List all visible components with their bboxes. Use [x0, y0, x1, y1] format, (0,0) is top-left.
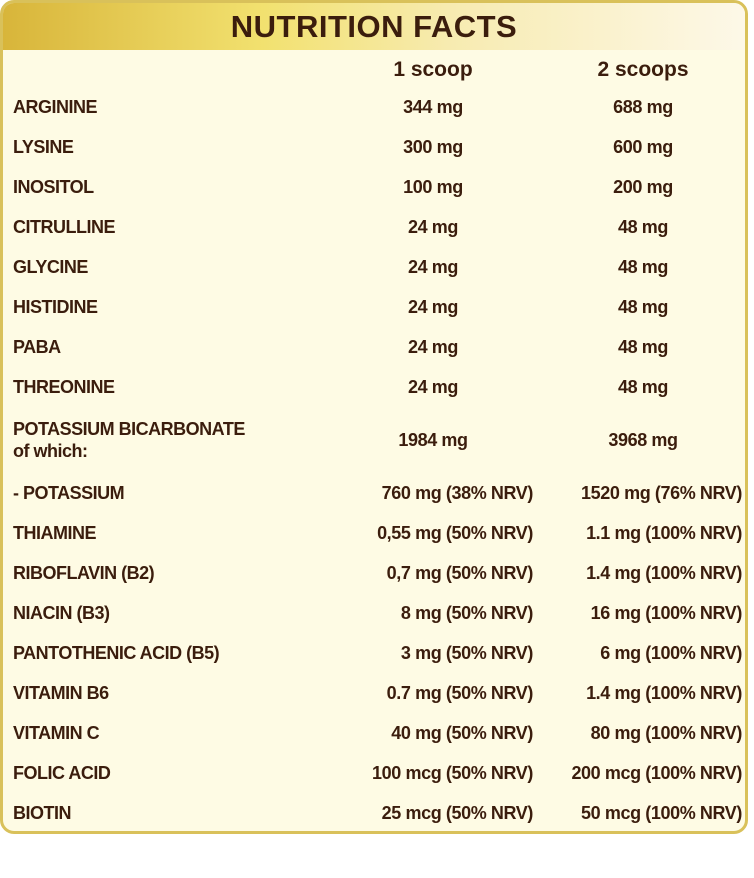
value-1-scoop: 3 mg (50% NRV)	[400, 642, 533, 663]
nutrient-name	[13, 722, 99, 744]
value-1-scoop: 25 mcg (50% NRV)	[381, 802, 533, 823]
nutrient-name-text: PANTOTHENIC ACID (B5)	[13, 643, 220, 663]
value-1-scoop: 100 mcg (50% NRV)	[372, 762, 533, 783]
nutrient-name	[13, 256, 88, 278]
nutrient-row	[3, 127, 745, 167]
nutrient-name	[13, 642, 219, 664]
nutrient-row	[3, 367, 745, 407]
nutrient-name-text: LYSINE	[13, 137, 74, 157]
nutrient-name-text: PABA	[13, 337, 61, 357]
nutrient-subtext: of which:	[13, 441, 88, 461]
nutrient-name-text: CITRULLINE	[13, 217, 115, 237]
value-2-scoops: 48 mg	[617, 336, 669, 357]
nutrient-name-text: THREONINE	[13, 377, 115, 397]
nutrient-row	[3, 87, 745, 127]
nutrient-row	[3, 207, 745, 247]
nutrient-name-text: NIACIN (B3)	[13, 603, 110, 623]
value-2-scoops: 48 mg	[617, 256, 669, 277]
column-header-2-scoops: 2 scoops	[597, 58, 689, 81]
nutrient-rows	[3, 87, 745, 833]
title-bar	[3, 3, 745, 50]
nutrient-name	[13, 296, 98, 318]
column-header-1-scoop: 1 scoop	[393, 58, 473, 81]
value-1-scoop: 760 mg (38% NRV)	[381, 482, 533, 503]
nutrient-row	[3, 247, 745, 287]
value-2-scoops: 688 mg	[613, 96, 673, 117]
nutrient-name	[13, 376, 115, 398]
nutrient-row	[3, 513, 745, 553]
nutrient-row	[3, 327, 745, 367]
value-2-scoops: 600 mg	[613, 136, 673, 157]
nutrient-row	[3, 793, 745, 833]
nutrient-name-text: GLYCINE	[13, 257, 88, 277]
nutrient-name-text: VITAMIN B6	[13, 683, 109, 703]
nutrient-row	[3, 753, 745, 793]
nutrient-name	[13, 336, 61, 358]
nutrient-row	[3, 553, 745, 593]
nutrient-name-text: VITAMIN C	[13, 723, 100, 743]
value-1-scoop: 1984 mg	[398, 429, 468, 450]
value-1-scoop: 40 mg (50% NRV)	[391, 722, 533, 743]
value-2-scoops: 1.4 mg (100% NRV)	[586, 682, 742, 703]
value-1-scoop: 24 mg	[407, 296, 459, 317]
value-2-scoops: 200 mcg (100% NRV)	[571, 762, 742, 783]
value-2-scoops: 200 mg	[613, 176, 673, 197]
value-1-scoop: 344 mg	[403, 96, 463, 117]
value-2-scoops: 48 mg	[617, 296, 669, 317]
value-1-scoop: 300 mg	[403, 136, 463, 157]
nutrient-row	[3, 287, 745, 327]
nutrient-name-text: - POTASSIUM	[13, 483, 125, 503]
value-2-scoops: 1.1 mg (100% NRV)	[586, 522, 742, 543]
value-2-scoops: 48 mg	[617, 376, 669, 397]
value-2-scoops: 48 mg	[617, 216, 669, 237]
nutrient-name-text: ARGININE	[13, 97, 98, 117]
value-1-scoop: 0.7 mg (50% NRV)	[386, 682, 533, 703]
value-1-scoop: 0,7 mg (50% NRV)	[386, 562, 533, 583]
nutrient-name	[13, 136, 73, 158]
value-1-scoop: 24 mg	[407, 336, 459, 357]
value-1-scoop: 24 mg	[407, 216, 459, 237]
value-2-scoops: 1520 mg (76% NRV)	[581, 482, 742, 503]
value-2-scoops: 80 mg (100% NRV)	[590, 722, 742, 743]
value-1-scoop: 8 mg (50% NRV)	[400, 602, 533, 623]
nutrition-facts-title: NUTRITION FACTS	[230, 8, 518, 44]
nutrient-row	[3, 167, 745, 207]
nutrient-name-text: POTASSIUM BICARBONATE	[13, 419, 245, 439]
value-2-scoops: 50 mcg (100% NRV)	[581, 802, 742, 823]
nutrient-row	[3, 593, 745, 633]
nutrient-row	[3, 407, 745, 473]
nutrient-row	[3, 473, 745, 513]
nutrient-name	[13, 176, 94, 198]
nutrient-name	[13, 216, 115, 238]
nutrient-name	[13, 418, 245, 462]
value-2-scoops: 1.4 mg (100% NRV)	[586, 562, 742, 583]
nutrient-name	[13, 762, 110, 784]
nutrient-row	[3, 633, 745, 673]
value-1-scoop: 24 mg	[407, 256, 459, 277]
nutrient-name-text: RIBOFLAVIN (B2)	[13, 563, 155, 583]
nutrient-name	[13, 96, 97, 118]
nutrient-row	[3, 673, 745, 713]
nutrient-name	[13, 482, 124, 504]
value-2-scoops: 3968 mg	[608, 429, 678, 450]
value-2-scoops: 6 mg (100% NRV)	[600, 642, 742, 663]
nutrient-row	[3, 713, 745, 753]
nutrient-name	[13, 682, 109, 704]
nutrient-name-text: HISTIDINE	[13, 297, 98, 317]
value-1-scoop: 100 mg	[403, 176, 463, 197]
value-1-scoop: 24 mg	[407, 376, 459, 397]
nutrient-name	[13, 522, 96, 544]
nutrient-name-text: FOLIC ACID	[13, 763, 111, 783]
nutrient-name	[13, 602, 110, 624]
nutrient-name-text: THIAMINE	[13, 523, 96, 543]
nutrient-name	[13, 562, 154, 584]
value-1-scoop: 0,55 mg (50% NRV)	[377, 522, 533, 543]
nutrient-name-text: INOSITOL	[13, 177, 94, 197]
nutrient-name	[13, 802, 71, 824]
nutrient-name-text: BIOTIN	[13, 803, 71, 823]
value-2-scoops: 16 mg (100% NRV)	[590, 602, 742, 623]
